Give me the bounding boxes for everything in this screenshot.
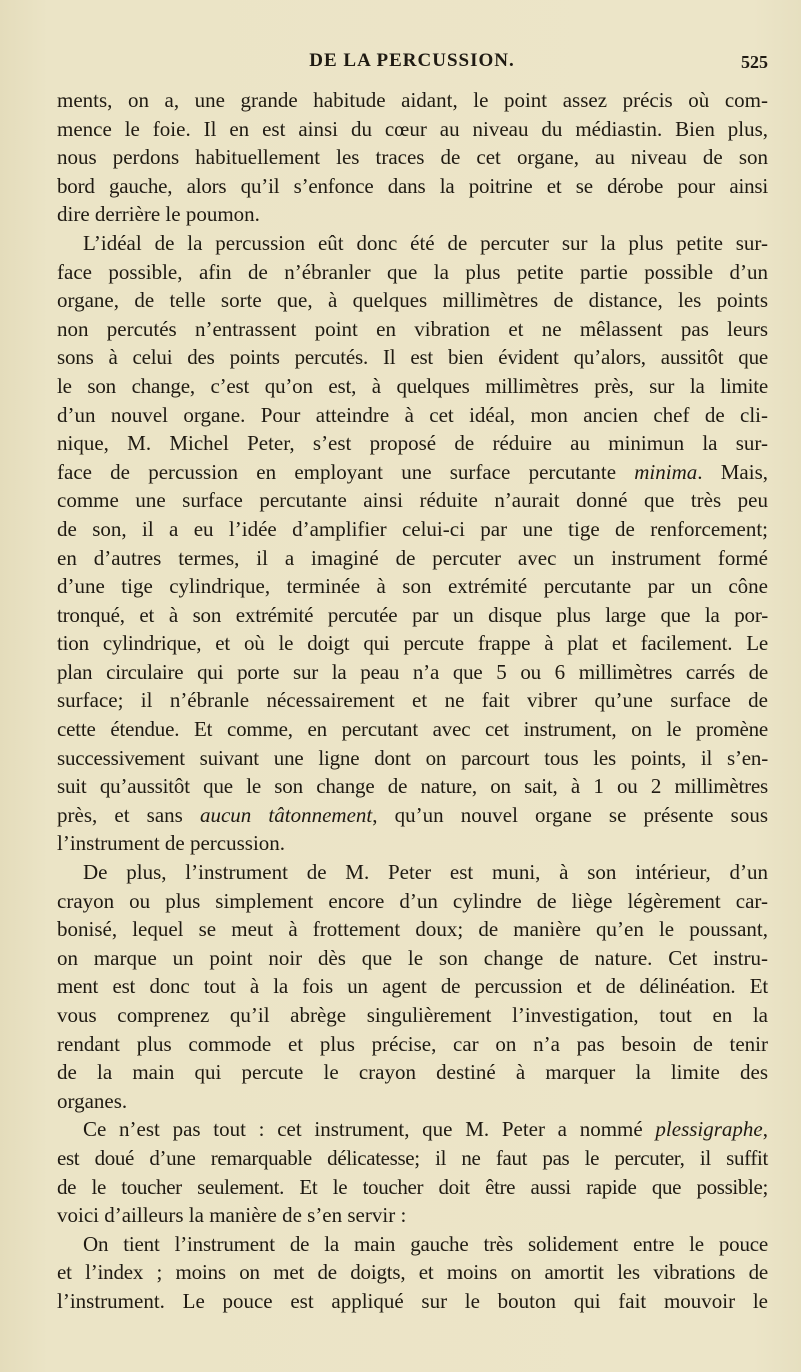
text-line: d’un nouvel organe. Pour atteindre à cet idéal, mon ancien chef de cli- xyxy=(57,402,768,427)
text-line: nous perdons habituellement les traces de cet organe, au niveau de son xyxy=(57,145,768,170)
text-line: de son, il a eu l’idée d’amplifier celui-ci par une tige de renforcement; xyxy=(57,516,768,541)
text-line: cette étendue. Et comme, en percutant avec cet instrument, on le promène xyxy=(57,717,768,742)
page-header xyxy=(56,50,768,76)
text-line: nique, M. Michel Peter, s’est proposé de réduire au minimun la sur- xyxy=(57,431,768,456)
text-line: l’instrument. Le pouce est appliqué sur le bouton qui fait mouvoir le xyxy=(57,1288,768,1313)
text-line: est doué d’une remarquable délicatesse; il ne faut pas le percuter, il suffit xyxy=(57,1145,768,1170)
text-line: le son change, c’est qu’on est, à quelques millimètres près, sur la limite xyxy=(57,373,768,398)
text-line: en d’autres termes, il a imaginé de percuter avec un instrument formé xyxy=(57,545,768,570)
text-line: bonisé, lequel se meut à frottement doux; de manière qu’en le poussant, xyxy=(57,917,768,942)
running-title: DE LA PERCUSSION. xyxy=(309,50,515,71)
text-run: face de percussion en employant une surface percutante xyxy=(57,459,635,484)
text-line: ment est donc tout à la fois un agent de percussion et de délinéation. Et xyxy=(57,974,768,999)
text-line: comme une surface percutante ainsi réduite n’aurait donné que très peu xyxy=(57,488,768,513)
text-line: de le toucher seulement. Et le toucher doit être aussi rapide que possible; xyxy=(57,1174,768,1199)
text-line: on marque un point noir dès que le son change de nature. Cet instru- xyxy=(57,945,768,970)
text-run: Ce n’est pas tout : cet instrument, que M. Peter a nommé xyxy=(83,1117,656,1142)
italic-term: minima xyxy=(634,459,698,484)
text-run: . Mais, xyxy=(697,459,768,484)
text-line: De plus, l’instrument de M. Peter est muni, à son intérieur, d’un xyxy=(83,860,768,885)
text-line: On tient l’instrument de la main gauche très solidement entre le pouce xyxy=(83,1231,768,1256)
text-line: bord gauche, alors qu’il s’enfonce dans la poitrine et se dérobe pour ainsi xyxy=(57,173,768,198)
text-line: et l’index ; moins on met de doigts, et moins on amortit les vibrations de xyxy=(57,1260,768,1285)
text-line: sons à celui des points percutés. Il est bien évident qu’alors, aussitôt que xyxy=(57,345,768,370)
text-line: mence le foie. Il en est ainsi du cœur au niveau du médiastin. Bien plus, xyxy=(57,116,768,141)
italic-term: aucun tâtonnement xyxy=(199,802,373,827)
text-line: face possible, afin de n’ébranler que la plus petite partie possible d’un xyxy=(57,259,768,284)
text-line: crayon ou plus simplement encore d’un cylindre de liège légèrement car- xyxy=(57,888,768,913)
text-line: surface; il n’ébranle nécessairement et ne fait vibrer qu’une surface de xyxy=(57,688,768,713)
text-line: plan circulaire qui porte sur la peau n’a que 5 ou 6 millimètres carrés de xyxy=(57,659,768,684)
text-line: tion cylindrique, et où le doigt qui percute frappe à plat et facilement. Le xyxy=(57,631,768,656)
text-line xyxy=(57,458,768,487)
body-text xyxy=(57,86,768,1316)
text-line: de la main qui percute le crayon destiné à marquer la limite des xyxy=(57,1060,768,1085)
text-line: organes. xyxy=(57,1088,128,1113)
text-run: près, et sans xyxy=(57,802,200,827)
text-line: l’instrument de percussion. xyxy=(57,831,286,856)
page-number: 525 xyxy=(741,52,768,72)
text-run: , xyxy=(762,1117,768,1142)
text-line: voici d’ailleurs la manière de s’en servir : xyxy=(57,1203,407,1228)
text-line: L’idéal de la percussion eût donc été de percuter sur la plus petite sur- xyxy=(83,230,768,255)
text-line: d’une tige cylindrique, terminée à son extrémité percutante par un cône xyxy=(57,574,768,599)
text-line: ments, on a, une grande habitude aidant, le point assez précis où com- xyxy=(57,88,768,112)
text-line: suit qu’aussitôt que le son change de nature, on sait, à 1 ou 2 millimètres xyxy=(57,774,768,799)
text-line xyxy=(57,801,768,830)
text-line xyxy=(57,1115,768,1144)
text-line: successivement suivant une ligne dont on parcourt tous les points, il s’en- xyxy=(57,745,768,770)
text-line: dire derrière le poumon. xyxy=(57,202,260,227)
text-line: organe, de telle sorte que, à quelques millimètres de distance, les points xyxy=(57,288,768,313)
text-run: , qu’un nouvel organe se présente sous xyxy=(372,802,768,827)
italic-term: plessigraphe xyxy=(655,1117,763,1142)
text-line: non percutés n’entrassent point en vibration et ne mêlassent pas leurs xyxy=(57,316,768,341)
text-line: rendant plus commode et plus précise, car on n’a pas besoin de tenir xyxy=(57,1031,768,1056)
text-line: vous comprenez qu’il abrège singulièrement l’investigation, tout en la xyxy=(57,1003,768,1027)
text-line: tronqué, et à son extrémité percutée par un disque plus large que la por- xyxy=(57,602,768,627)
